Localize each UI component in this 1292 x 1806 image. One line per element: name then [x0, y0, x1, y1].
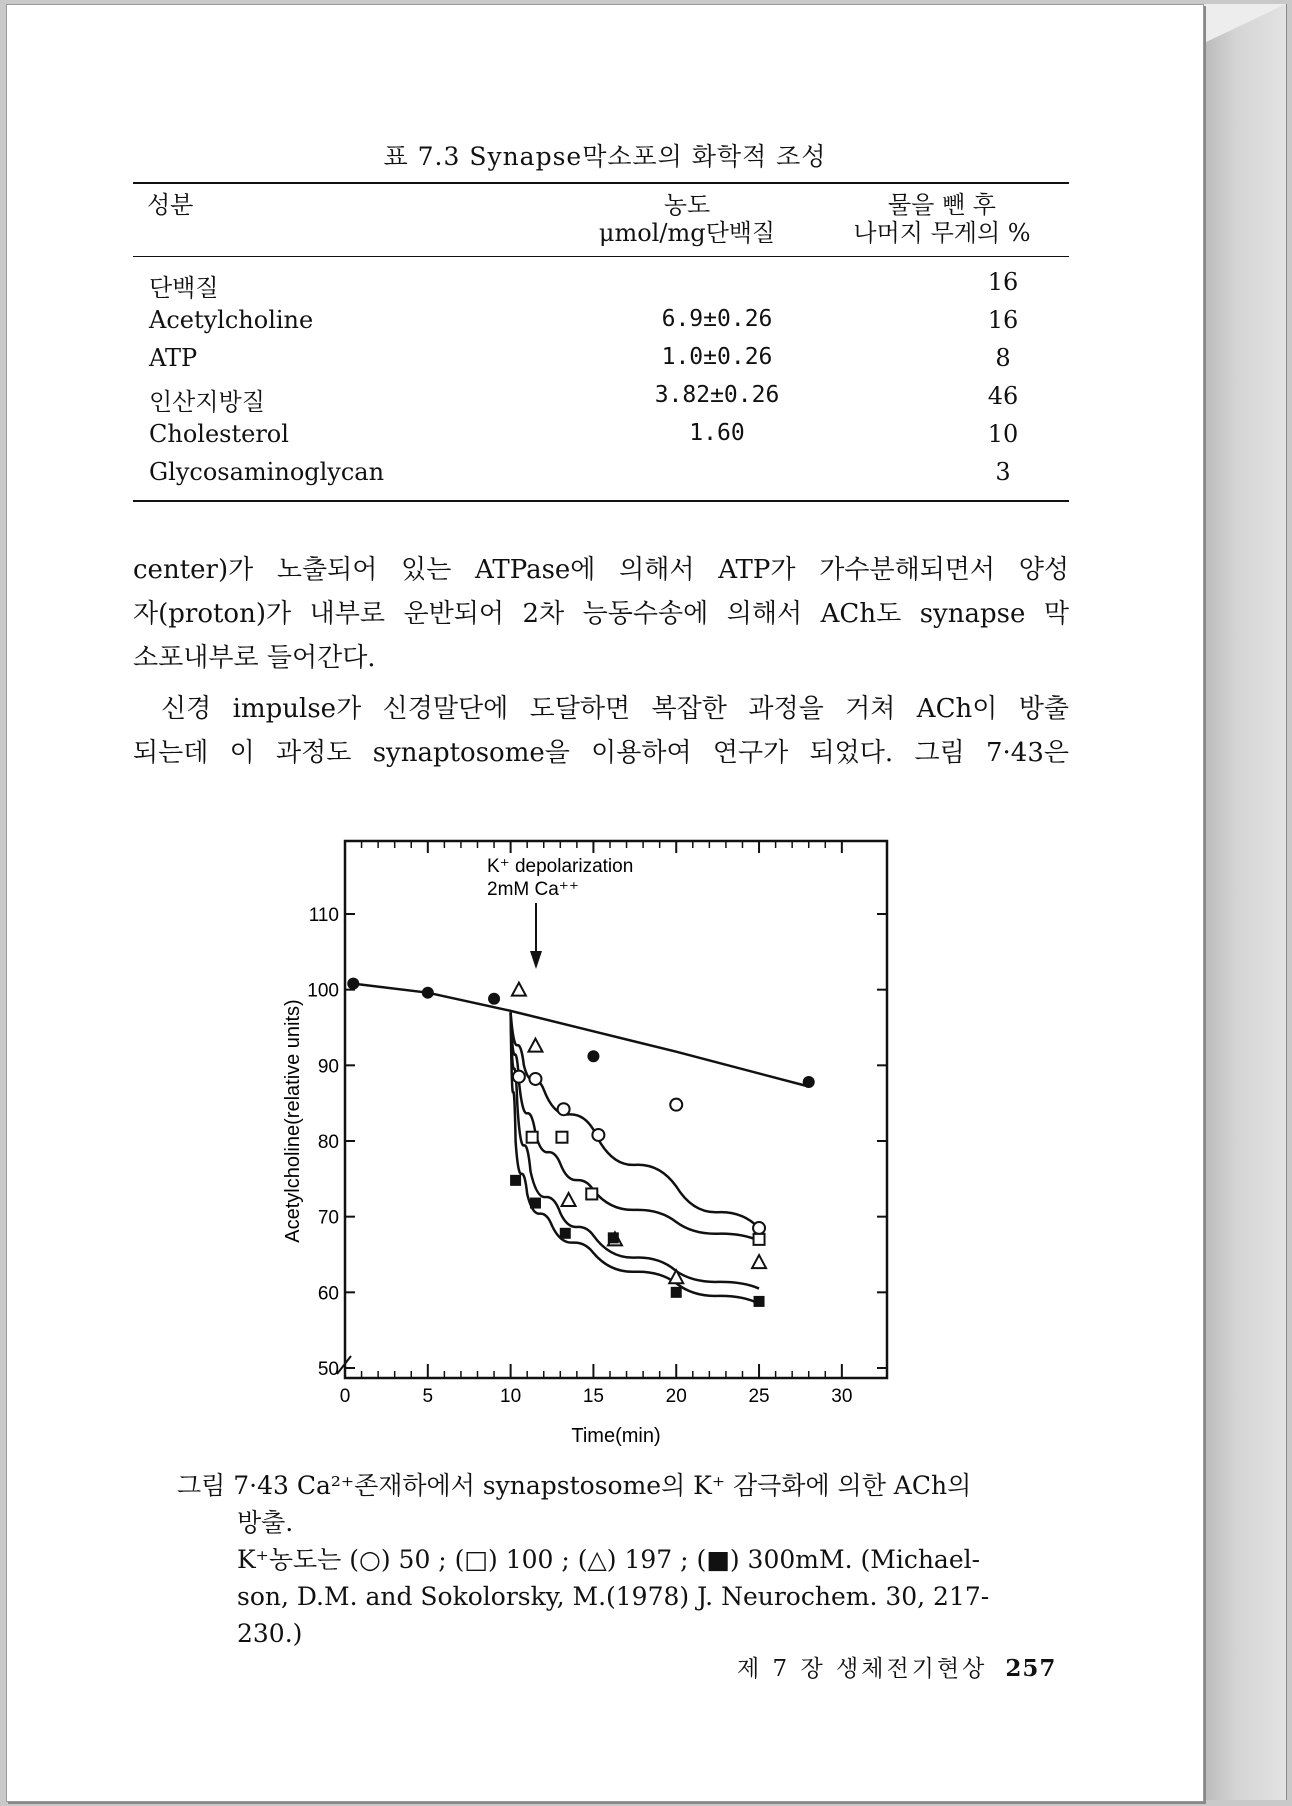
table-row: [133, 416, 1069, 454]
annotation-line-1: K⁺ depolarization: [487, 856, 634, 877]
marker-filled-square: [671, 1287, 682, 1298]
marker-open-circle: [558, 1103, 570, 1115]
table-rule-top: [133, 182, 1069, 184]
row-name: Acetylcholine: [149, 306, 314, 334]
row-pct: 10: [987, 420, 1019, 448]
caption-line: 그림 7·43 Ca²⁺존재하에서 synapstosome의 K⁺ 감극화에 의한 ACh의: [177, 1471, 972, 1500]
marker-filled-circle: [587, 1050, 599, 1062]
marker-open-triangle: [562, 1193, 576, 1206]
row-conc: 1.0±0.26: [661, 344, 773, 370]
table-row: [133, 340, 1069, 378]
plot-frame: [345, 841, 887, 1378]
curve-50-mM: [511, 1012, 759, 1228]
row-name: Glycosaminoglycan: [149, 458, 385, 486]
row-conc: 6.9±0.26: [661, 306, 773, 332]
table-rule-mid: [133, 256, 1069, 257]
row-conc: 3.82±0.26: [654, 382, 780, 408]
table-row: [133, 378, 1069, 416]
marker-filled-square: [530, 1198, 541, 1209]
row-pct: 16: [987, 306, 1019, 334]
marker-open-circle: [529, 1073, 541, 1085]
book-page: [6, 4, 1204, 1802]
caption-line: son, D.M. and Sokolorsky, M.(1978) J. Neurochem. 30, 217-230.): [237, 1582, 990, 1648]
page-number: 257: [1005, 1655, 1057, 1682]
table-header-concentration: 농도 μmol/mg단백질: [598, 191, 776, 247]
y-tick-label: 70: [317, 1207, 339, 1229]
table-rule-bottom: [133, 500, 1069, 502]
table-row: [133, 454, 1069, 492]
marker-open-circle: [670, 1099, 682, 1111]
text-line: 되는데 이 과정도 synaptosome을 이용하여 연구가 되었다. 그림 7·43은: [133, 738, 1069, 768]
table-title: 표 7.3 Synapse막소포의 화학적 조성: [383, 142, 827, 171]
x-axis-label: Time(min): [571, 1425, 661, 1447]
row-pct: 16: [987, 268, 1019, 296]
table-row: [133, 264, 1069, 302]
marker-open-triangle: [752, 1255, 766, 1268]
marker-filled-square: [560, 1228, 571, 1239]
fit-curves: [353, 984, 808, 1304]
marker-open-square: [586, 1188, 597, 1199]
marker-open-square: [527, 1132, 538, 1143]
x-tick-label: 15: [582, 1386, 604, 1407]
text-line: 자(proton)가 내부로 운반되어 2차 능동수송에 의해서 ACh도 synapse 막: [133, 599, 1069, 629]
marker-open-square: [556, 1132, 567, 1143]
x-tick-label: 30: [831, 1386, 853, 1407]
row-conc: 1.60: [689, 420, 745, 446]
annotation-arrow-head: [530, 951, 542, 969]
ach-release-chart: [277, 831, 927, 1461]
page-edge: [1202, 4, 1287, 1800]
text-line: 소포내부로 들어간다.: [133, 643, 376, 673]
row-name: Cholesterol: [149, 420, 289, 448]
row-pct: 46: [987, 382, 1019, 410]
y-tick-label: 50: [317, 1359, 339, 1380]
marker-filled-square: [510, 1175, 521, 1186]
marker-open-triangle: [669, 1270, 683, 1283]
x-tick-label: 10: [500, 1386, 522, 1407]
x-tick-label: 0: [339, 1386, 351, 1407]
y-tick-label: 100: [307, 980, 339, 1002]
curve-197-mM: [511, 1012, 759, 1288]
table-header-percent: 물을 뺀 후 나머지 무게의 %: [853, 191, 1031, 247]
page-footer: [737, 1650, 1056, 1683]
text-line: 신경 impulse가 신경말단에 도달하면 복잡한 과정을 거쳐 ACh이 방출: [161, 694, 1069, 724]
marker-open-triangle: [528, 1039, 542, 1052]
chapter-title: 제 7 장 생체전기현상: [737, 1656, 988, 1682]
marker-filled-circle: [347, 978, 359, 990]
y-tick-label: 90: [317, 1056, 339, 1078]
curve-300-mM: [511, 1012, 759, 1303]
row-name: 인산지방질: [149, 388, 265, 416]
marker-filled-square: [754, 1296, 765, 1307]
marker-open-circle: [592, 1129, 604, 1141]
curve-control: [353, 984, 808, 1087]
text-line: center)가 노출되어 있는 ATPase에 의해서 ATP가 가수분해되면서 양성: [133, 555, 1069, 585]
row-pct: 3: [995, 458, 1011, 486]
marker-open-circle: [513, 1071, 525, 1083]
marker-open-triangle: [512, 983, 526, 996]
axis-ticks: [307, 841, 887, 1407]
row-name: 단백질: [149, 274, 219, 302]
x-tick-label: 20: [665, 1386, 687, 1407]
y-tick-label: 110: [308, 905, 339, 926]
table-header-component: 성분: [147, 191, 194, 219]
y-tick-label: 60: [317, 1283, 339, 1305]
marker-filled-square: [608, 1232, 619, 1243]
marker-open-square: [754, 1234, 765, 1245]
caption-line: 방출.: [237, 1508, 294, 1537]
paragraph-1: [133, 548, 1069, 680]
x-tick-label: 25: [748, 1386, 770, 1407]
marker-filled-circle: [803, 1076, 815, 1088]
row-name: ATP: [149, 344, 198, 372]
y-axis-label: Acetylcholine(relative units): [282, 999, 304, 1243]
x-tick-label: 5: [422, 1386, 434, 1407]
curve-100-mM: [511, 1012, 759, 1241]
y-tick-label: 80: [317, 1132, 339, 1153]
annotation-line-2: 2mM Ca⁺⁺: [487, 879, 579, 900]
marker-filled-circle: [422, 987, 434, 999]
table-row: [133, 302, 1069, 340]
page-edge-corner: [1202, 4, 1286, 44]
marker-open-circle: [753, 1222, 765, 1234]
figure-caption: [177, 1467, 1037, 1652]
marker-filled-circle: [488, 993, 500, 1005]
paragraph-2: [133, 687, 1069, 775]
caption-line: K⁺농도는 (○) 50 ; (□) 100 ; (△) 197 ; (■) 300mM. (Michael-: [237, 1545, 981, 1574]
row-pct: 8: [995, 344, 1011, 372]
